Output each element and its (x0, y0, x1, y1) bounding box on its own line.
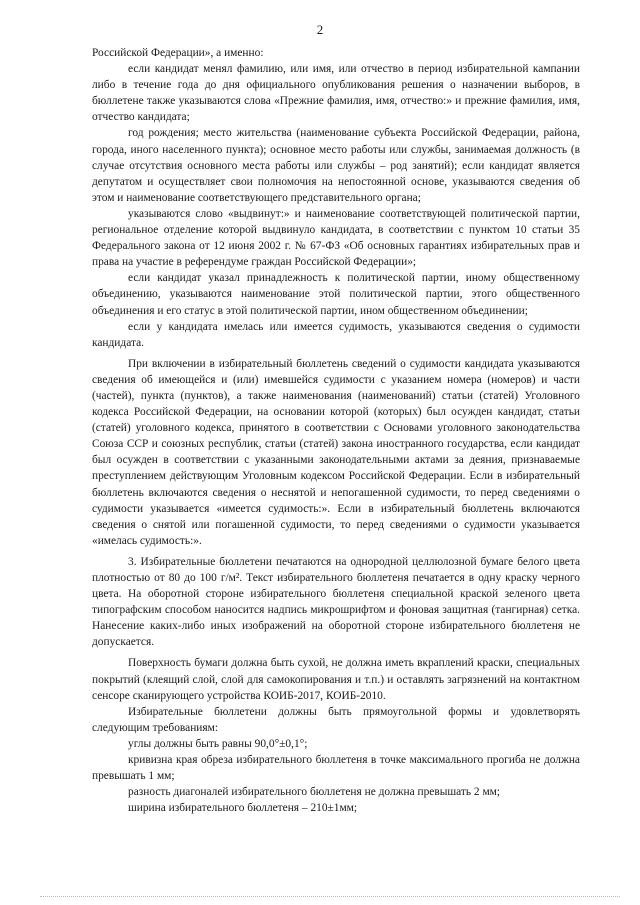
paragraph: разность диагоналей избирательного бюллетеня не должна превышать 2 мм; (128, 786, 501, 799)
document-body (92, 45, 580, 816)
paragraph: 3. Избирательные бюллетени печатаются на однородной целлюлозной бумаге белого цвета плотностью от 80 до 100 г/м². Текст избирательного бюллетеня печатается в одну краску черного цвета. На оборотной стороне избирательного бюллетеня специальной краской зеленого цвета типографским способом наносится надпись микрошрифтом и фоновая защитная (тангирная) сетка. Нанесение каких-либо иных изображений на оборотной стороне избирательного бюллетеня не допускается. (92, 555, 580, 649)
paragraph: год рождения; место жительства (наименование субъекта Российской Федерации, района, города, иного населенного пункта); основное место работы или службы, занимаемая должность (в случае отсутствия основного места работы или службы – род занятий); если кандидат является депутатом и осуществляет свои полномочия на непостоянной основе, указываются сведения об этом и наименование соответствующего представительного органа; (92, 127, 580, 204)
paragraph: ширина избирательного бюллетеня – 210±1мм; (128, 802, 358, 815)
paragraph: если кандидат указал принадлежность к политической партии, иному общественному объединению, указываются наименование этой политической партии, этого общественного объединения и его статус в этой политической партии, ином общественном объединении; (92, 272, 580, 317)
paragraph: указываются слово «выдвинут:» и наименование соответствующей политической партии, региональное отделение которой выдвинуло кандидата, в соответствии с пунктом 10 статьи 35 Федерального закона от 12 июня 2002 г. № 67-ФЗ «Об основных гарантиях избирательных прав и права на участие в референдуме граждан Российской Федерации»; (92, 207, 580, 269)
paragraph: Российской Федерации», а именно: (92, 47, 264, 59)
paragraph: если у кандидата имелась или имеется судимость, указываются сведения о судимости кандидата. (92, 320, 580, 349)
paragraph: кривизна края обреза избирательного бюллетеня в точке максимального прогиба не должна превышать 1 мм; (92, 754, 580, 783)
paragraph: Поверхность бумаги должна быть сухой, не должна иметь вкраплений краски, специальных покрытий (клеящий слой, слой для самокопирования и т.п.) и оставлять загрязнений на контактном сенсоре сканирующего устройства КОИБ-2017, КОИБ-2010. (92, 657, 580, 702)
scan-edge-artifact (40, 893, 620, 897)
paragraph: Избирательные бюллетени должны быть прямоугольной формы и удовлетворять следующим требованиям: (92, 705, 580, 734)
page-number: 2 (316, 22, 324, 37)
paragraph: углы должны быть равны 90,0°±0,1°; (128, 737, 308, 750)
paragraph: При включении в избирательный бюллетень сведений о судимости кандидата указываются сведения об имеющейся и (или) имевшейся судимости с указанием номера (номеров) и части (частей), пункта (пунктов), а также наименования (наименований) статьи (статей) Уголовного кодекса Российской Федерации, на основании которой (которых) был осужден кандидат, статьи (статей) уголовного кодекса, принятого в соответствии с Основами уголовного законодательства Союза ССР и союзных республик, статьи (статей) закона иностранного государства, если кандидат был осужден в соответствии с указанными законодательными актами за деяния, признаваемые преступлением действующим Уголовным кодексом Российской Федерации. Если в избирательный бюллетень включаются сведения о неснятой и непогашенной судимости, то перед сведениями о судимости указывается «имеется судимость:». Если в избирательный бюллетень включаются сведения о снятой или погашенной судимости, то перед сведениями о судимости указывается «имелась судимость:». (92, 357, 580, 547)
paragraph: если кандидат менял фамилию, или имя, или отчество в период избирательной кампании либо в течение года до дня официального опубликования решения о назначении выборов, в бюллетене также указываются слова «Прежние фамилия, имя, отчество:» и прежние фамилия, имя, отчество кандидата; (92, 63, 580, 124)
